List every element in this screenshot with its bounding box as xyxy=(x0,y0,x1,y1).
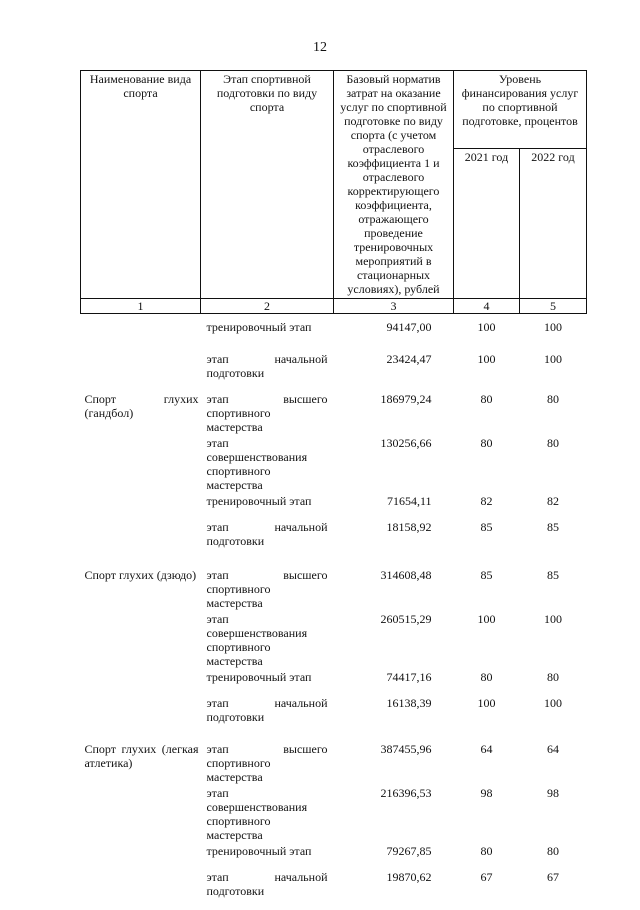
table-row xyxy=(81,694,587,740)
sport-cell xyxy=(81,492,201,518)
norm-cell: 186979,24 xyxy=(334,390,454,434)
column-number: 3 xyxy=(334,299,454,314)
funding-2021-cell: 64 xyxy=(454,740,520,784)
stage-cell: этап начальной подготовки xyxy=(201,694,334,740)
sport-cell xyxy=(81,868,201,910)
funding-2021-cell: 100 xyxy=(454,694,520,740)
norm-cell: 19870,62 xyxy=(334,868,454,910)
column-number: 5 xyxy=(520,299,587,314)
header-funding-level: Уровень финансирования услуг по спортивной подготовке, процентов xyxy=(454,71,587,149)
sport-cell xyxy=(81,842,201,868)
table-row xyxy=(81,668,587,694)
sport-cell xyxy=(81,350,201,390)
funding-2021-cell: 80 xyxy=(454,668,520,694)
norm-cell: 260515,29 xyxy=(334,610,454,668)
funding-2022-cell: 85 xyxy=(520,566,587,610)
column-number: 2 xyxy=(201,299,334,314)
sport-cell xyxy=(81,314,201,351)
stage-cell: этап совершенствования спортивного мастерства xyxy=(201,784,334,842)
column-number: 1 xyxy=(81,299,201,314)
table-row xyxy=(81,740,587,784)
funding-2022-cell: 98 xyxy=(520,784,587,842)
funding-norms-table xyxy=(80,70,587,910)
sport-cell xyxy=(81,668,201,694)
funding-2021-cell: 80 xyxy=(454,842,520,868)
column-number-row xyxy=(81,299,587,314)
norm-cell: 71654,11 xyxy=(334,492,454,518)
norm-cell: 130256,66 xyxy=(334,434,454,492)
funding-2022-cell: 80 xyxy=(520,434,587,492)
header-norm: Базовый норматив затрат на оказание услуг по спортивной подготовке по виду спорта (с учетом отраслевого коэффициента 1 и отраслевого корректирующего коэффициента, отражающего проведение тренировочных мероприятий в стационарных условиях), рублей xyxy=(334,71,454,299)
stage-cell: тренировочный этап xyxy=(201,492,334,518)
stage-cell: этап начальной подготовки xyxy=(201,518,334,566)
sport-cell: Спорт глухих (гандбол) xyxy=(81,390,201,434)
stage-cell: этап высшего спортивного мастерства xyxy=(201,390,334,434)
table-row xyxy=(81,566,587,610)
table-row xyxy=(81,868,587,910)
stage-cell: этап совершенствования спортивного мастерства xyxy=(201,434,334,492)
funding-2022-cell: 100 xyxy=(520,314,587,351)
sport-cell: Спорт глухих (легкая атлетика) xyxy=(81,740,201,784)
table-row xyxy=(81,842,587,868)
funding-2021-cell: 100 xyxy=(454,610,520,668)
table-body xyxy=(81,314,587,910)
header-year-2021: 2021 год xyxy=(454,149,520,299)
stage-cell: этап высшего спортивного мастерства xyxy=(201,740,334,784)
funding-2022-cell: 80 xyxy=(520,390,587,434)
header-stage: Этап спортивной подготовки по виду спорта xyxy=(201,71,334,299)
funding-2021-cell: 98 xyxy=(454,784,520,842)
funding-2021-cell: 85 xyxy=(454,566,520,610)
stage-cell: тренировочный этап xyxy=(201,314,334,351)
funding-2021-cell: 100 xyxy=(454,314,520,351)
table-row xyxy=(81,350,587,390)
stage-cell: тренировочный этап xyxy=(201,842,334,868)
norm-cell: 23424,47 xyxy=(334,350,454,390)
norm-cell: 387455,96 xyxy=(334,740,454,784)
table-header xyxy=(81,71,587,314)
funding-2021-cell: 80 xyxy=(454,434,520,492)
norm-cell: 314608,48 xyxy=(334,566,454,610)
stage-cell: этап начальной подготовки xyxy=(201,868,334,910)
norm-cell: 94147,00 xyxy=(334,314,454,351)
funding-2022-cell: 85 xyxy=(520,518,587,566)
table-row xyxy=(81,518,587,566)
sport-cell xyxy=(81,610,201,668)
table-row xyxy=(81,610,587,668)
norm-cell: 216396,53 xyxy=(334,784,454,842)
funding-2022-cell: 80 xyxy=(520,842,587,868)
funding-2022-cell: 82 xyxy=(520,492,587,518)
norm-cell: 18158,92 xyxy=(334,518,454,566)
stage-cell: этап высшего спортивного мастерства xyxy=(201,566,334,610)
funding-2022-cell: 100 xyxy=(520,350,587,390)
sport-cell xyxy=(81,694,201,740)
funding-2022-cell: 100 xyxy=(520,694,587,740)
header-sport: Наименование вида спорта xyxy=(81,71,201,299)
norm-cell: 79267,85 xyxy=(334,842,454,868)
sport-cell xyxy=(81,518,201,566)
funding-2021-cell: 85 xyxy=(454,518,520,566)
funding-2021-cell: 100 xyxy=(454,350,520,390)
table-row xyxy=(81,314,587,351)
page-number: 12 xyxy=(0,40,640,56)
sport-cell: Спорт глухих (дзюдо) xyxy=(81,566,201,610)
funding-2022-cell: 100 xyxy=(520,610,587,668)
norm-cell: 16138,39 xyxy=(334,694,454,740)
header-year-2022: 2022 год xyxy=(520,149,587,299)
table-row xyxy=(81,784,587,842)
table-row xyxy=(81,492,587,518)
funding-2021-cell: 67 xyxy=(454,868,520,910)
funding-2022-cell: 67 xyxy=(520,868,587,910)
sport-cell xyxy=(81,784,201,842)
stage-cell: тренировочный этап xyxy=(201,668,334,694)
funding-2022-cell: 80 xyxy=(520,668,587,694)
sport-cell xyxy=(81,434,201,492)
norm-cell: 74417,16 xyxy=(334,668,454,694)
funding-2021-cell: 82 xyxy=(454,492,520,518)
column-number: 4 xyxy=(454,299,520,314)
table-row xyxy=(81,390,587,434)
funding-2021-cell: 80 xyxy=(454,390,520,434)
table-row xyxy=(81,434,587,492)
funding-2022-cell: 64 xyxy=(520,740,587,784)
stage-cell: этап начальной подготовки xyxy=(201,350,334,390)
stage-cell: этап совершенствования спортивного мастерства xyxy=(201,610,334,668)
